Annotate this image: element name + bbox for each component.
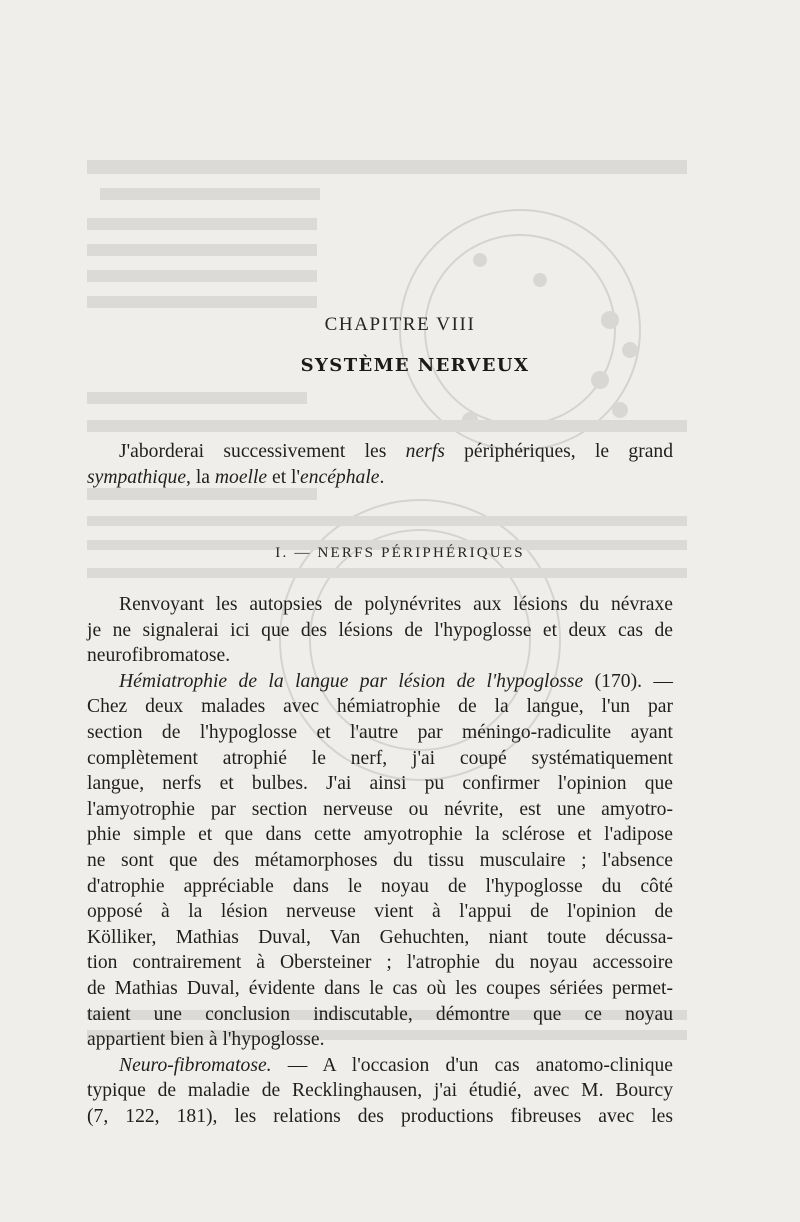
paragraph-line: taient une conclusion indiscutable, démontre que ce noyau: [87, 1003, 673, 1025]
paragraph-line: l'amyotrophie par section nerveuse ou névrite, est une amyotro-: [87, 798, 673, 820]
paragraph-line: je ne signalerai ici que des lésions de l'hypoglosse et deux cas de: [87, 619, 673, 641]
chapter-number: CHAPITRE VIII: [324, 314, 476, 335]
paragraph-text: — A l'occasion d'un cas anatomo-clinique: [271, 1054, 673, 1076]
paragraph-line: de Mathias Duval, évidente dans le cas où les coupes sériées permet-: [87, 977, 673, 999]
paragraph-text: (170). —: [583, 670, 673, 692]
paragraph-line: [87, 669, 673, 695]
intro-text: et l': [267, 466, 301, 488]
paragraph-line: tion contrairement à Obersteiner ; l'atrophie du noyau accessoire: [87, 952, 673, 974]
paragraph-line: phie simple et que dans cette amyotrophie la sclérose et l'adipose: [87, 824, 673, 846]
paragraph-line: Renvoyant les autopsies de polynévrites aux lésions du névraxe: [119, 594, 673, 615]
paragraph-line: Chez deux malades avec hémiatrophie de la langue, l'un par: [87, 696, 673, 718]
section-heading: I. — NERFS PÉRIPHÉRIQUES: [275, 545, 525, 561]
intro-paragraph: [87, 439, 673, 490]
paragraph-line: (7, 122, 181), les relations des productions fibreuses avec les: [87, 1105, 673, 1127]
subsection-title-neurofibromatose: Neuro-fibromatose.: [119, 1054, 272, 1076]
intro-term-encephale: encéphale: [300, 466, 380, 488]
paragraph-line: langue, nerfs et bulbes. J'ai ainsi pu confirmer l'opinion que: [87, 773, 673, 795]
paragraph-line: appartient bien à l'hypoglosse.: [87, 1029, 325, 1051]
paragraph-line: ne sont que des métamorphoses du tissu musculaire ; l'absence: [87, 849, 673, 871]
intro-text: J'aborderai successivement les: [119, 441, 406, 462]
body-text: [87, 592, 673, 1129]
intro-term-sympathique: sympathique: [87, 466, 187, 488]
paragraph-line: complètement atrophié le nerf, j'ai coupé systématiquement: [87, 747, 673, 769]
intro-line-2: [87, 465, 673, 491]
paragraph-line: [87, 1053, 673, 1079]
intro-text: , la: [186, 466, 215, 488]
intro-line-1: [87, 439, 673, 465]
chapter-title: SYSTÈME NERVEUX: [300, 355, 530, 376]
paragraph-line: Kölliker, Mathias Duval, Van Gehuchten, niant toute décussa-: [87, 926, 673, 948]
paragraph-line: d'atrophie appréciable dans le noyau de l'hypoglosse du côté: [87, 875, 673, 897]
paragraph-line: neurofibromatose.: [87, 645, 231, 667]
paragraph-line: opposé à la lésion nerveuse vient à l'appui de l'opinion de: [87, 901, 673, 923]
paragraph-line: section de l'hypoglosse et l'autre par méningo-radiculite ayant: [87, 721, 673, 743]
subsection-title-hemiatrophie: Hémiatrophie de la langue par lésion de l'hypoglosse: [119, 670, 584, 692]
intro-text: .: [379, 466, 385, 488]
intro-term-moelle: moelle: [214, 466, 268, 488]
paragraph-line: typique de maladie de Recklinghausen, j'ai étudié, avec M. Bourcy: [87, 1080, 673, 1102]
intro-text: périphériques, le grand: [444, 441, 674, 462]
intro-term-nerfs: nerfs: [405, 441, 445, 462]
